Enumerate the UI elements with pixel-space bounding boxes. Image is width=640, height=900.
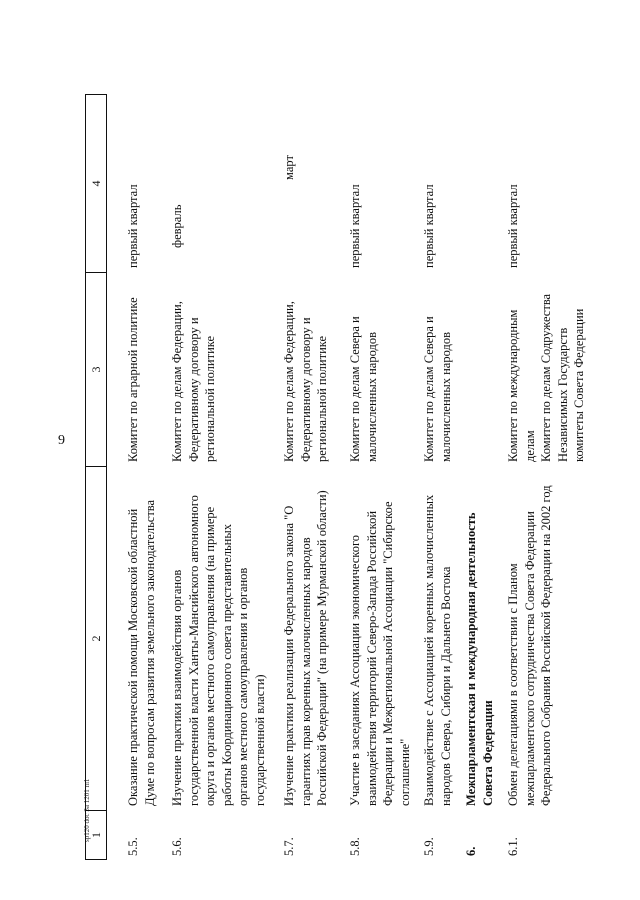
row-number: 5.6.: [170, 837, 184, 856]
row-committee: Комитет по делам Федерации, Федеративному договору и региональной политике: [282, 301, 329, 462]
row-committee: Комитет по аграрной политике: [126, 297, 140, 462]
footer-code: sp120 doc 3a 1201 m1: [83, 778, 91, 842]
header-col-3: 3: [85, 272, 107, 466]
row-number: 6.1.: [506, 837, 520, 856]
row-committee: Комитет по делам Федерации, Федеративному договору и региональной политике: [170, 301, 217, 462]
row-description: Участие в заседаниях Ассоциации экономического взаимодействия территорий Северо-Запада Российской Федерации и Межрегиональной Ассоциации "Сибирское соглашение": [348, 501, 412, 806]
page-number: 9: [58, 433, 65, 448]
header-col-4: 4: [85, 94, 107, 272]
row-period: март: [282, 155, 296, 180]
row-period: первый квартал: [348, 184, 362, 268]
row-number: 5.9.: [422, 837, 436, 856]
row-committee: Комитет по делам Севера и малочисленных народов: [422, 316, 453, 462]
row-description: Изучение практики реализации Федерального закона "О гарантиях прав коренных малочисленных народов Российской Федерации" (на примере Мурманской области): [282, 490, 329, 806]
section-heading: Межпарламентская и международная деятельность Совета Федерации: [464, 512, 495, 806]
row-description: Оказание практической помощи Московской областной Думе по вопросам развития земельного законодательства: [126, 499, 157, 806]
row-committee: Комитет по международным делам Комитет по делам Содружества Независимых Государств комитеты Совета Федерации: [506, 293, 586, 462]
row-period: первый квартал: [126, 184, 140, 268]
row-number: 5.5.: [126, 837, 140, 856]
row-description: Обмен делегациями в соответствии с Планом межпарламентского сотрудничества Совета Федерации Федерального Собрания Российской Федерации на 2002 год: [506, 485, 553, 806]
row-number: 6.: [464, 846, 478, 856]
rotated-plan-table: [85, 40, 605, 860]
row-committee: Комитет по делам Севера и малочисленных народов: [348, 316, 379, 462]
header-col-1: 1: [85, 810, 107, 860]
row-period: февраль: [170, 204, 184, 248]
row-number: 5.8.: [348, 837, 362, 856]
row-period: первый квартал: [422, 184, 436, 268]
header-col-2: 2: [85, 466, 107, 810]
row-period: первый квартал: [506, 184, 520, 268]
row-description: Изучение практики взаимодействия органов государственной власти Ханты-Мансийского автономного округа и органов местного самоуправления (на примере работы Координационного совета представительных органов местного самоуправления и органов государственной власти): [170, 495, 267, 806]
row-description: Взаимодействие с Ассоциацией коренных малочисленных народов Севера, Сибири и Дальнего Востока: [422, 494, 453, 806]
row-number: 5.7.: [282, 837, 296, 856]
